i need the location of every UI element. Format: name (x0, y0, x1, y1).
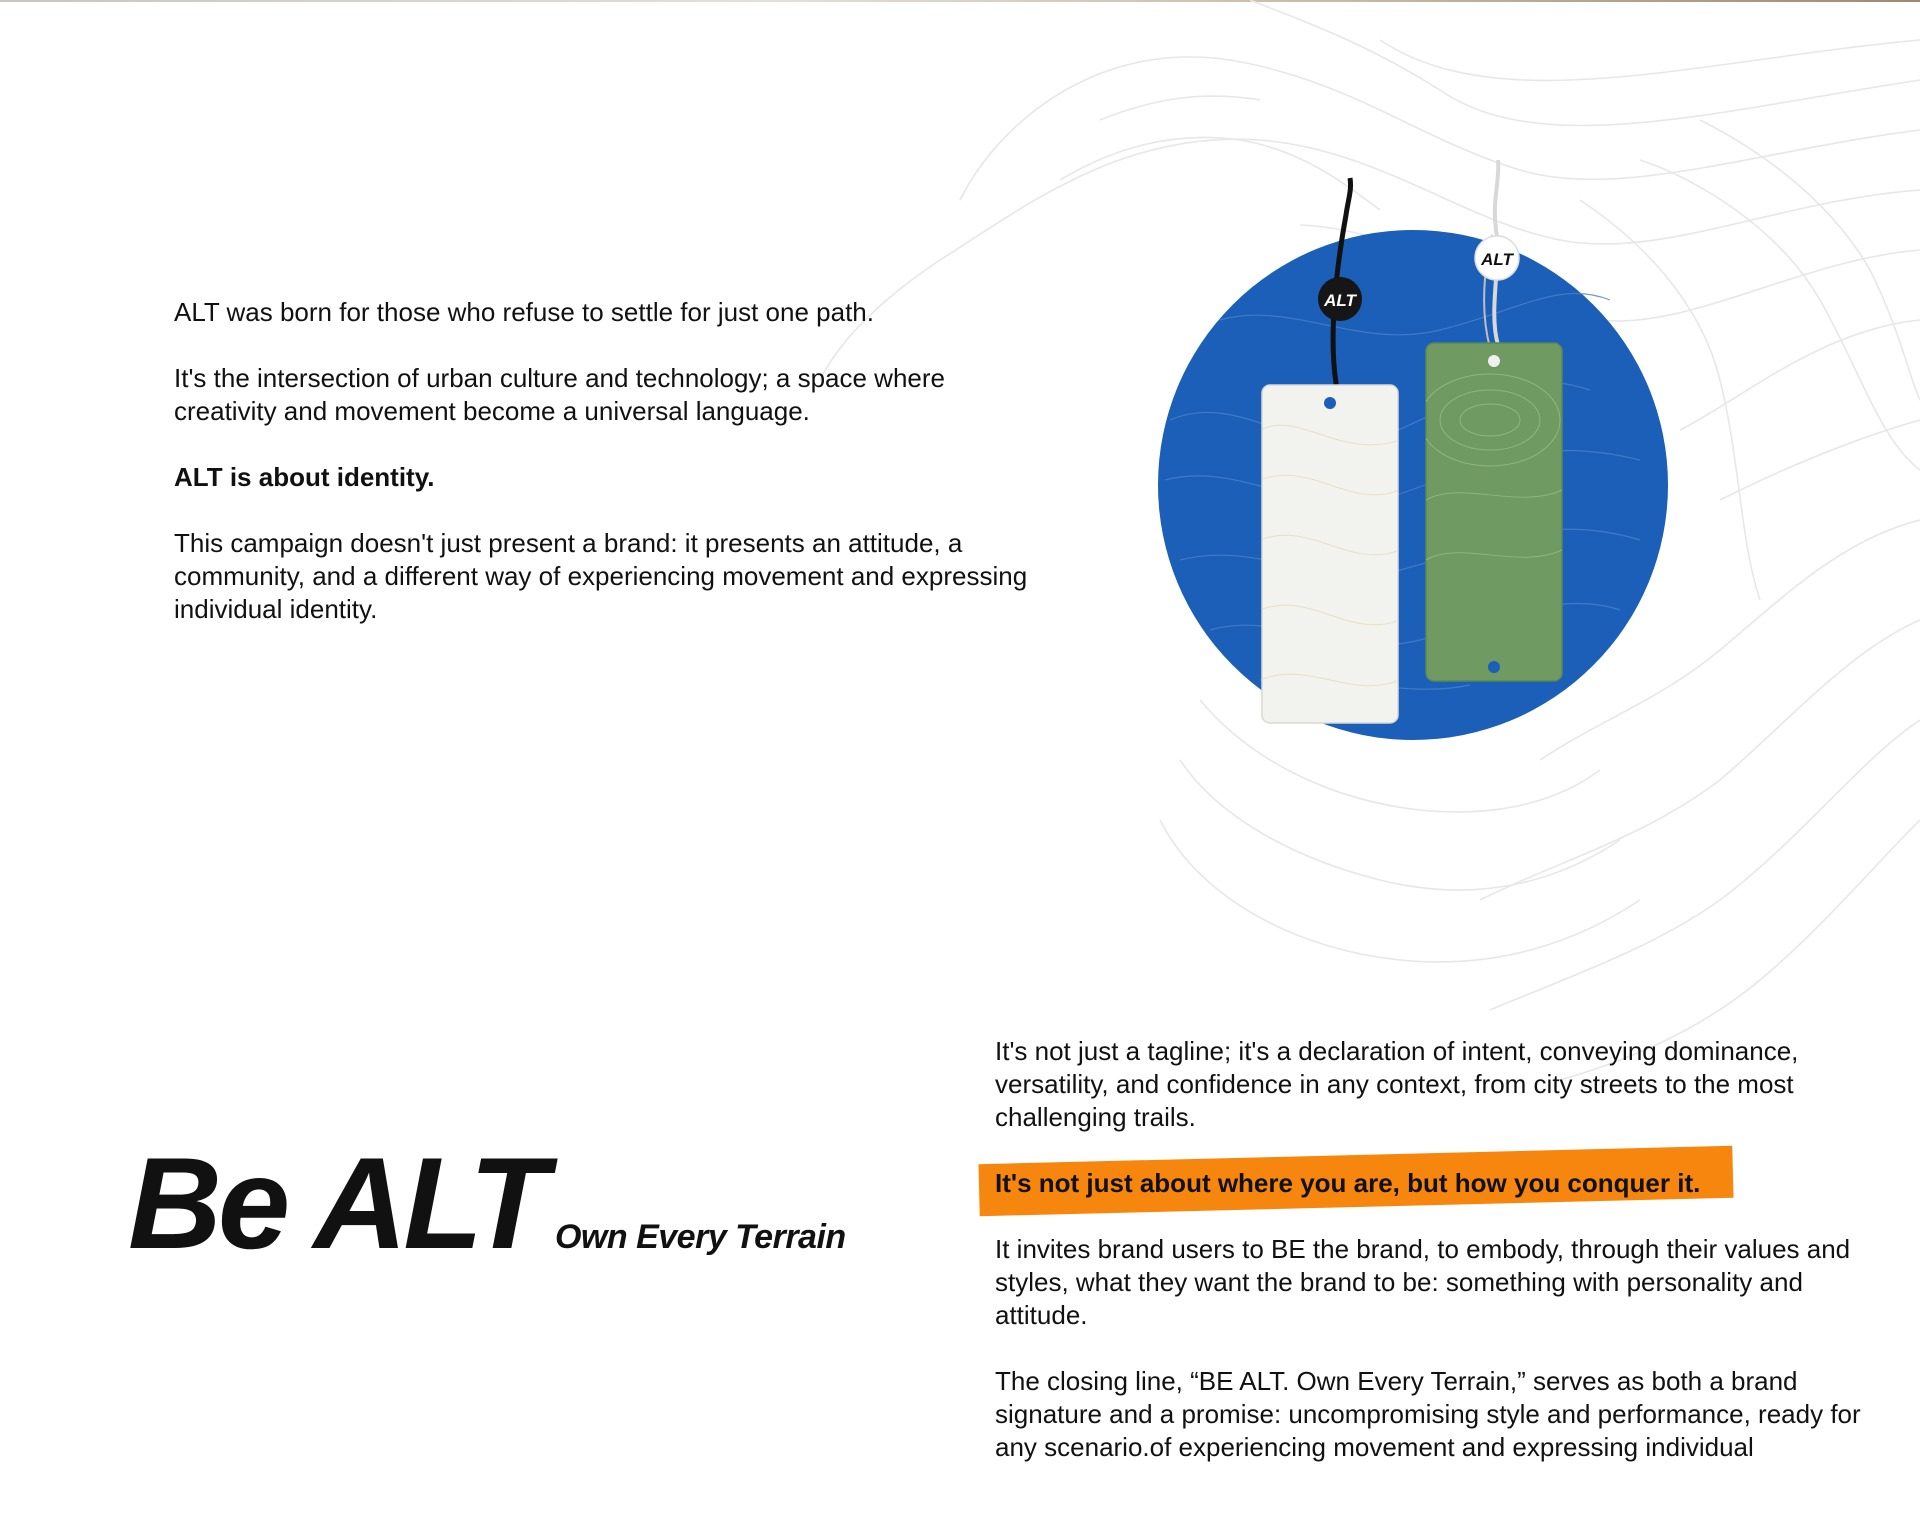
alt-badge-white-text: ALT (1481, 250, 1513, 269)
blue-circle-background (1158, 230, 1668, 740)
highlight-callout (995, 1167, 1895, 1200)
highlight-text: It's not just about where you are, but how you conquer it. (995, 1168, 1701, 1198)
intro-bold-statement: ALT is about identity. (174, 462, 435, 492)
intro-paragraph: This campaign doesn't just present a brand: it presents an attitude, a community, and a different way of experiencing movement and expressing individual identity. (174, 528, 1028, 624)
intro-text-block (174, 296, 1054, 659)
tagline-explanation-block (995, 1035, 1895, 1497)
hang-tags-illustration (1140, 160, 1680, 760)
intro-paragraph: It's the intersection of urban culture and technology; a space where creativity and movement become a universal language. (174, 363, 945, 426)
headline-tagline: Own Every Terrain (554, 1218, 846, 1256)
white-hang-tag (1251, 385, 1405, 723)
headline-main: Be ALT (128, 1130, 545, 1276)
body-paragraph: The closing line, “BE ALT. Own Every Terrain,” serves as both a brand signature and a promise: uncompromising style and performance, ready for any scenario.of experiencing movement and expressing individual (995, 1366, 1861, 1462)
campaign-headline (128, 1130, 846, 1276)
body-paragraph: It invites brand users to BE the brand, to embody, through their values and styles, what they want the brand to be: something with personality and attitude. (995, 1234, 1851, 1330)
green-hang-tag (1420, 343, 1562, 681)
alt-badge-black-text: ALT (1324, 291, 1356, 310)
intro-paragraph: ALT was born for those who refuse to settle for just one path. (174, 297, 874, 327)
body-paragraph: It's not just a tagline; it's a declaration of intent, conveying dominance, versatility, and confidence in any context, from city streets to the most challenging trails. (995, 1036, 1799, 1132)
